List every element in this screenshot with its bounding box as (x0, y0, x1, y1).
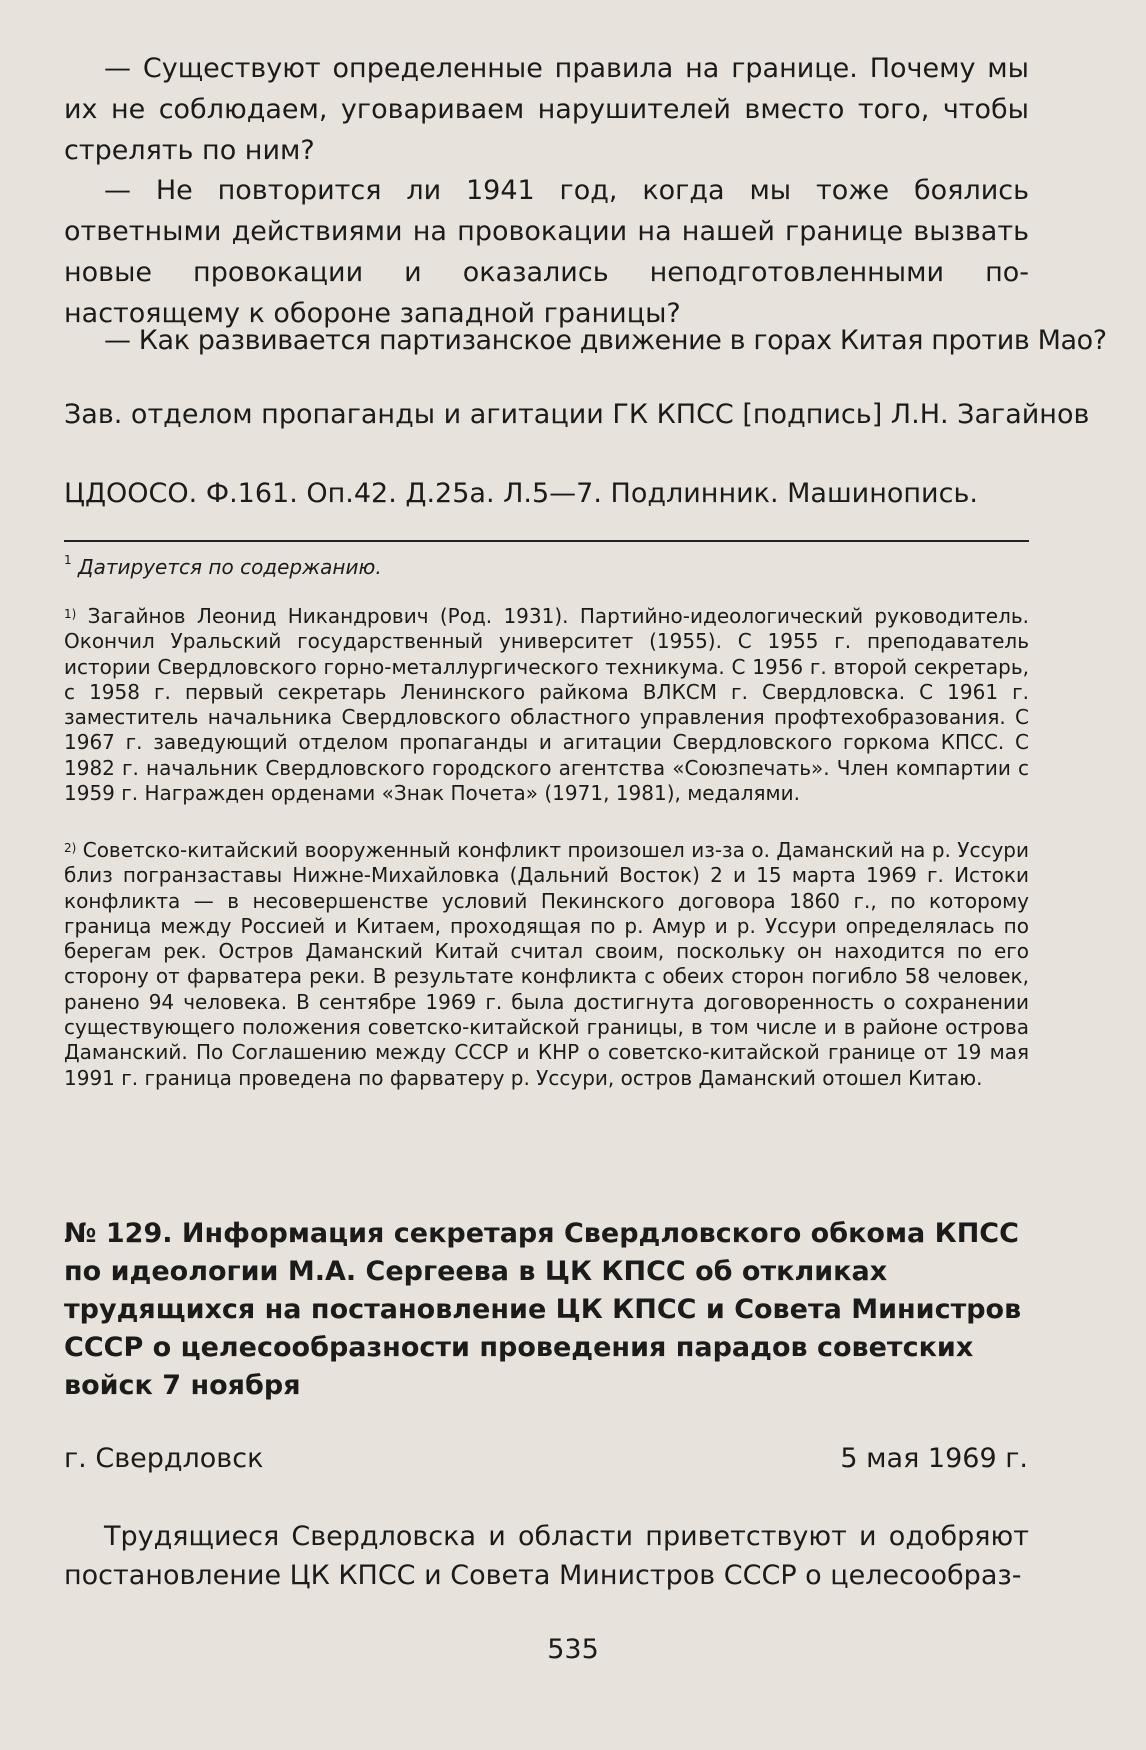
question-paragraph: — Как развивается партизанское движение в горах Китая против Мао? (104, 325, 1107, 356)
document-title: № 129. Информация секретаря Свердловского обкома КПСС по идеологии М.А. Сергеева в ЦК КПСС об откликах трудящихся на постановление ЦК КПСС и Совета Министров СССР о целесообразности проведения парадов советских войск 7 ноября (64, 1218, 1022, 1401)
signature-line: Зав. отделом пропаганды и агитации ГК КПСС [подпись] Л.Н. Загайнов (64, 399, 1090, 430)
footnote-divider (64, 540, 1029, 542)
question-paragraph: — Не повторится ли 1941 год, когда мы тоже боялись ответными действиями на провокации на нашей границе вызвать новые провокации и оказались неподготовленными по-настоящему к обороне западной границы? (64, 175, 1029, 329)
footnote-text: Датируется по содержанию. (78, 555, 382, 579)
footnote-marker: 1) (64, 607, 77, 621)
footnote-text: Загайнов Леонид Никандрович (Род. 1931). Партийно-идеологический руководитель. Окончил Уральский государственный университет (1955). С 1955 г. преподаватель истории Свердловского горно-металлургического техникума. С 1956 г. второй секретарь, с 1958 г. первый секретарь Ленинского райкома ВЛКСМ г. Свердловска. С 1961 г. заместитель начальника Свердловского областного управления профтехобразования. С 1967 г. заведующий отделом пропаганды и агитации Свердловского горкома КПСС. С 1982 г. начальник Свердловского городского агентства «Союзпечать». Член компартии с 1959 г. Награжден орденами «Знак Почета» (1971, 1981), медалями. (64, 604, 1029, 806)
page-number: 535 (547, 1634, 599, 1665)
question-paragraph: — Существуют определенные правила на границе. Почему мы их не соблюдаем, уговариваем нарушителей вместо того, чтобы стрелять по ним? (64, 53, 1029, 166)
footnote-marker: 2) (64, 841, 77, 855)
footnote-text: Советско-китайский вооруженный конфликт произошел из-за о. Даманский на р. Уссури близ погранзаставы Нижне-Михайловка (Дальний Восток) 2 и 15 марта 1969 г. Истоки конфликта — в несовершенстве условий Пекинского договора 1860 г., по которому граница между Россией и Китаем, проходящая по р. Амур и р. Уссури определялась по берегам рек. Остров Даманский Китай считал своим, поскольку он находится по его сторону от фарватера реки. В результате конфликта с обеих сторон погибло 58 человек, ранено 94 человека. В сентябре 1969 г. была достигнута договоренность о сохранении существующего положения советско-китайской границы, в том числе и в районе острова Даманский. По Соглашению между СССР и КНР о советско-китайской границе от 19 мая 1991 г. граница проведена по фарватеру р. Уссури, остров Даманский отошел Китаю. (64, 838, 1029, 1090)
document-place: г. Свердловск (64, 1443, 264, 1474)
footnote-marker: 1 (64, 553, 72, 567)
footnote-zagainov (64, 604, 1029, 806)
body-paragraph: Трудящиеся Свердловска и области приветствуют и одобряют постановление ЦК КПСС и Совета Министров СССР о целесообраз- (64, 1521, 1029, 1591)
archive-source: ЦДООСО. Ф.161. Оп.42. Д.25а. Л.5—7. Подлинник. Машинопись. (64, 478, 978, 509)
document-date: 5 мая 1969 г. (840, 1443, 1028, 1474)
footnote-dating (64, 555, 382, 579)
footnote-conflict (64, 838, 1029, 1091)
